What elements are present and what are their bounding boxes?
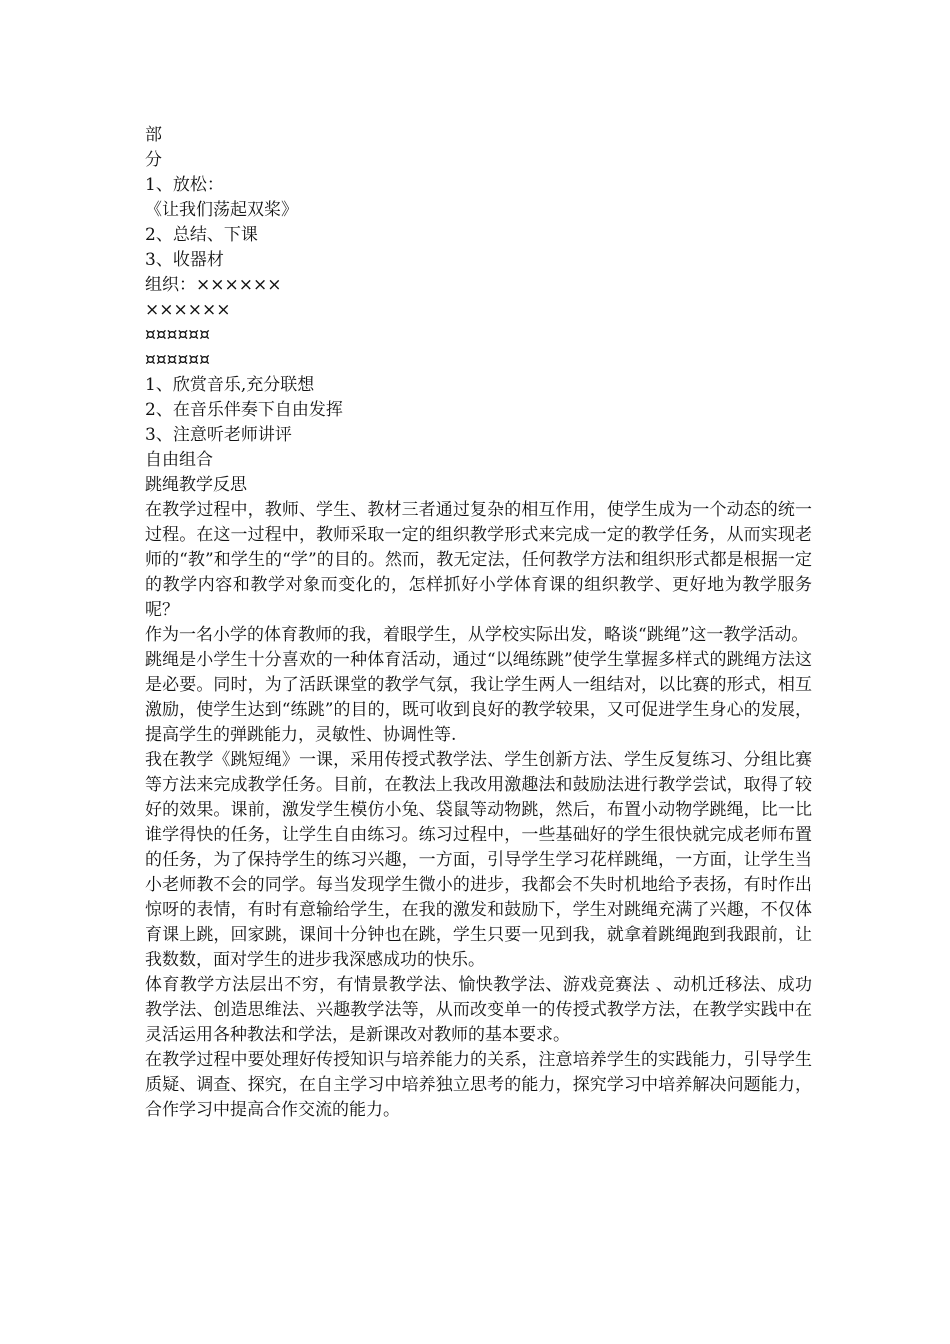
section-label-part-1: 部 — [145, 125, 162, 145]
reflection-paragraph-6: 在教学过程中要处理好传授知识与培养能力的关系，注意培养学生的实践能力，引导学生质疑、调查、探究，在自主学习中培养独立思考的能力，探究学习中培养解决问题能力，合作学习中提高合作交流的能力。 — [145, 1050, 812, 1120]
reflection-paragraph-2: 作为一名小学的体育教师的我，着眼学生，从学校实际出发，略谈“跳绳”这一教学活动。 — [145, 625, 809, 645]
document-page — [145, 123, 812, 1123]
step-collect-equipment: 3、收器材 — [145, 250, 224, 270]
step-summary: 2、总结、下课 — [145, 225, 258, 245]
reflection-paragraph-1: 在教学过程中，教师、学生、教材三者通过复杂的相互作用，使学生成为一个动态的统一过程。在这一过程中，教师采取一定的组织教学形式来完成一定的教学任务，从而实现老师的“教”和学生的“学”的目的。然而，教无定法，任何教学方法和组织形式都是根据一定的教学内容和教学对象而变化的，怎样抓好小学体育课的组织教学、更好地为教学服务呢？ — [145, 500, 812, 620]
reflection-paragraph-3: 跳绳是小学生十分喜欢的一种体育活动，通过“以绳练跳”使学生掌握多样式的跳绳方法这是必要。同时，为了活跃课堂的教学气氛，我让学生两人一组结对，以比赛的形式，相互激励，使学生达到“练跳”的目的，既可收到良好的教学较果，又可促进学生身心的发展，提高学生的弹跳能力，灵敏性、协调性等. — [145, 650, 812, 745]
reflection-paragraph-5: 体育教学方法层出不穷，有情景教学法、愉快教学法、游戏竞赛法 、动机迁移法、成功教学法、创造思维法、兴趣教学法等，从而改变单一的传授式教学方法，在教学实践中在灵活运用各种教法和学法，是新课改对教师的基本要求。 — [145, 975, 812, 1045]
requirement-3: 3、注意听老师讲评 — [145, 425, 292, 445]
song-title: 《让我们荡起双桨》 — [145, 200, 298, 220]
organization-formation-row-2: ×××××× — [145, 300, 231, 320]
section-label-part-2: 分 — [145, 150, 162, 170]
requirement-2: 2、在音乐伴奏下自由发挥 — [145, 400, 343, 420]
requirement-1: 1、欣赏音乐,充分联想 — [145, 375, 315, 395]
step-relax: 1、放松： — [145, 175, 224, 195]
organization-formation-row-4: ¤¤¤¤¤¤ — [145, 350, 210, 370]
organization-formation-row-1: 组织：×××××× — [145, 275, 282, 295]
free-grouping-note: 自由组合 — [145, 450, 213, 470]
reflection-paragraph-4: 我在教学《跳短绳》一课，采用传授式教学法、学生创新方法、学生反复练习、分组比赛等方法来完成教学任务。目前，在教法上我改用激趣法和鼓励法进行教学尝试，取得了较好的效果。课前，激发学生模仿小兔、袋鼠等动物跳，然后，布置小动物学跳绳，比一比谁学得快的任务，让学生自由练习。练习过程中，一些基础好的学生很快就完成老师布置的任务，为了保持学生的练习兴趣，一方面，引导学生学习花样跳绳，一方面，让学生当小老师教不会的同学。每当发现学生微小的进步，我都会不失时机地给予表扬，有时作出惊呀的表情，有时有意输给学生，在我的激发和鼓励下，学生对跳绳充满了兴趣，不仅体育课上跳，回家跳，课间十分钟也在跳，学生只要一见到我，就拿着跳绳跑到我跟前，让我数数，面对学生的进步我深感成功的快乐。 — [145, 750, 812, 970]
reflection-title: 跳绳教学反思 — [145, 475, 247, 495]
organization-formation-row-3: ¤¤¤¤¤¤ — [145, 325, 210, 345]
